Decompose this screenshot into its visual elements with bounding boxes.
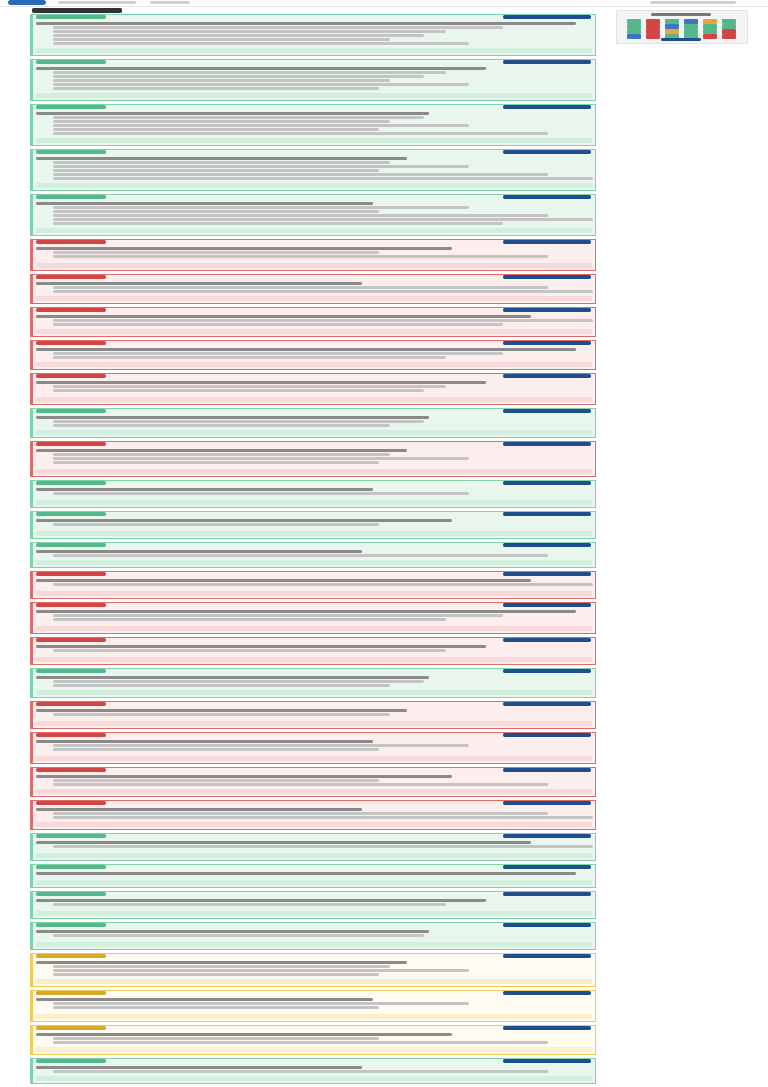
question-status-badge [503, 275, 591, 279]
question-number [36, 733, 106, 737]
question-number [36, 669, 106, 673]
question-card [30, 701, 596, 729]
question-number [36, 60, 106, 64]
answer-option-line [53, 1041, 548, 1044]
answer-option-line [53, 680, 424, 683]
answer-option-line [53, 748, 379, 751]
question-status-badge [503, 481, 591, 485]
question-number [36, 954, 106, 958]
page-title-text [32, 8, 122, 13]
question-status-badge [503, 834, 591, 838]
question-status-badge [503, 543, 591, 547]
answer-option-line [53, 120, 390, 123]
question-number [36, 991, 106, 995]
question-status-badge [503, 105, 591, 109]
question-number [36, 892, 106, 896]
site-logo[interactable] [8, 0, 46, 5]
feedback-area [36, 263, 592, 268]
answer-option-line [53, 286, 548, 289]
answer-option-line [53, 457, 469, 460]
answer-option-line [53, 161, 390, 164]
question-text-line [36, 872, 576, 875]
answer-option-line [53, 934, 424, 937]
breadcrumb-link[interactable] [150, 1, 190, 4]
answer-option-line [53, 903, 446, 906]
question-text-line [36, 22, 576, 25]
question-card [30, 480, 596, 508]
question-status-badge [503, 954, 591, 958]
question-card [30, 274, 596, 304]
question-status-badge [503, 442, 591, 446]
feedback-area [36, 138, 592, 143]
answer-option-line [53, 389, 424, 392]
question-card [30, 59, 596, 101]
feedback-area [36, 430, 592, 435]
feedback-area [36, 911, 592, 916]
answer-option-line [53, 75, 424, 78]
question-text-line [36, 961, 407, 964]
feedback-area [36, 1076, 592, 1081]
question-card [30, 571, 596, 599]
question-card [30, 864, 596, 888]
answer-option-line [53, 713, 390, 716]
question-text-line [36, 112, 429, 115]
feedback-area [36, 531, 592, 536]
page-title [32, 6, 122, 14]
breadcrumb[interactable] [58, 1, 136, 4]
answer-option-line [53, 973, 379, 976]
question-number [36, 768, 106, 772]
answer-option-line [53, 1070, 548, 1073]
question-card [30, 953, 596, 987]
answer-option-line [53, 177, 593, 180]
question-status-badge [503, 409, 591, 413]
question-status-badge [503, 308, 591, 312]
question-list [30, 14, 596, 1087]
answer-option-line [53, 1002, 469, 1005]
answer-option-line [53, 323, 503, 326]
answer-option-line [53, 255, 548, 258]
quiz-navigation-panel [616, 10, 748, 44]
user-menu[interactable] [650, 1, 736, 4]
question-number [36, 1026, 106, 1030]
question-card [30, 1058, 596, 1084]
question-nav-button[interactable] [703, 34, 717, 39]
feedback-area [36, 657, 592, 662]
feedback-area [36, 183, 592, 188]
answer-option-line [53, 128, 379, 131]
answer-option-line [53, 969, 469, 972]
answer-option-line [53, 424, 390, 427]
question-text-line [36, 282, 362, 285]
question-number [36, 923, 106, 927]
question-number [36, 603, 106, 607]
feedback-area [36, 500, 592, 505]
question-number [36, 702, 106, 706]
question-number [36, 240, 106, 244]
question-card [30, 511, 596, 539]
question-number [36, 834, 106, 838]
question-text-line [36, 645, 486, 648]
question-number [36, 341, 106, 345]
question-card [30, 833, 596, 861]
answer-option-line [53, 684, 390, 687]
question-text-line [36, 202, 373, 205]
feedback-area [36, 853, 592, 858]
question-card [30, 149, 596, 191]
answer-option-line [53, 1037, 379, 1040]
question-card [30, 800, 596, 830]
question-text-line [36, 348, 576, 351]
question-status-badge [503, 1026, 591, 1030]
feedback-area [36, 626, 592, 631]
question-card [30, 732, 596, 764]
feedback-area [36, 296, 592, 301]
question-text-line [36, 157, 407, 160]
feedback-area [36, 721, 592, 726]
question-card [30, 922, 596, 950]
question-card [30, 637, 596, 665]
answer-option-line [53, 1006, 379, 1009]
answer-option-line [53, 812, 548, 815]
question-text-line [36, 247, 452, 250]
question-status-badge [503, 892, 591, 896]
question-text-line [36, 1066, 362, 1069]
answer-option-line [53, 87, 379, 90]
feedback-area [36, 880, 592, 885]
answer-option-line [53, 206, 469, 209]
question-status-badge [503, 702, 591, 706]
question-status-badge [503, 865, 591, 869]
question-status-badge [503, 733, 591, 737]
question-status-badge [503, 341, 591, 345]
feedback-area [36, 1047, 592, 1052]
answer-option-line [53, 124, 469, 127]
question-text-line [36, 550, 362, 553]
feedback-area [36, 48, 592, 53]
feedback-area [36, 591, 592, 596]
question-status-badge [503, 801, 591, 805]
answer-option-line [53, 492, 469, 495]
question-card [30, 891, 596, 919]
feedback-area [36, 469, 592, 474]
question-number [36, 481, 106, 485]
question-text-line [36, 1033, 452, 1036]
question-status-badge [503, 60, 591, 64]
answer-option-line [53, 30, 446, 33]
question-number [36, 638, 106, 642]
answer-option-line [53, 218, 593, 221]
question-text-line [36, 775, 452, 778]
answer-option-line [53, 222, 503, 225]
answer-option-line [53, 173, 548, 176]
question-status-badge [503, 1059, 591, 1063]
question-card [30, 1025, 596, 1055]
question-status-badge [503, 240, 591, 244]
answer-option-line [53, 385, 446, 388]
question-number [36, 275, 106, 279]
answer-option-line [53, 214, 548, 217]
question-number [36, 865, 106, 869]
answer-option-line [53, 554, 548, 557]
answer-option-line [53, 453, 390, 456]
question-card [30, 340, 596, 370]
question-text-line [36, 381, 486, 384]
question-text-line [36, 899, 486, 902]
answer-option-line [53, 618, 446, 621]
question-card [30, 767, 596, 797]
answer-option-line [53, 845, 593, 848]
question-status-badge [503, 923, 591, 927]
feedback-area [36, 560, 592, 565]
question-text-line [36, 930, 429, 933]
question-text-line [36, 579, 531, 582]
feedback-area [36, 228, 592, 233]
feedback-area [36, 789, 592, 794]
question-nav-button[interactable] [722, 34, 736, 39]
question-card [30, 104, 596, 146]
question-number [36, 572, 106, 576]
question-number [36, 15, 106, 19]
answer-option-line [53, 165, 469, 168]
finish-review-link[interactable] [661, 38, 701, 41]
question-text-line [36, 519, 452, 522]
question-number [36, 1059, 106, 1063]
feedback-area [36, 942, 592, 947]
question-card [30, 373, 596, 405]
question-status-badge [503, 638, 591, 642]
question-nav-button[interactable] [627, 34, 641, 39]
question-status-badge [503, 572, 591, 576]
answer-option-line [53, 614, 503, 617]
feedback-area [36, 690, 592, 695]
answer-option-line [53, 71, 446, 74]
question-card [30, 239, 596, 271]
question-text-line [36, 998, 373, 1001]
answer-option-line [53, 210, 379, 213]
question-card [30, 668, 596, 698]
feedback-area [36, 362, 592, 367]
answer-option-line [53, 42, 469, 45]
feedback-area [36, 397, 592, 402]
question-status-badge [503, 603, 591, 607]
answer-option-line [53, 523, 379, 526]
answer-option-line [53, 783, 548, 786]
question-number [36, 195, 106, 199]
answer-option-line [53, 132, 548, 135]
feedback-area [36, 93, 592, 98]
question-text-line [36, 740, 373, 743]
question-number [36, 409, 106, 413]
question-text-line [36, 841, 531, 844]
question-card [30, 441, 596, 477]
question-text-line [36, 67, 486, 70]
answer-option-line [53, 38, 390, 41]
question-text-line [36, 315, 531, 318]
question-status-badge [503, 150, 591, 154]
answer-option-line [53, 965, 390, 968]
question-card [30, 194, 596, 236]
answer-option-line [53, 116, 424, 119]
answer-option-line [53, 649, 446, 652]
question-card [30, 408, 596, 438]
question-status-badge [503, 15, 591, 19]
question-status-badge [503, 374, 591, 378]
question-text-line [36, 610, 576, 613]
question-card [30, 542, 596, 568]
answer-option-line [53, 816, 593, 819]
question-status-badge [503, 991, 591, 995]
question-card [30, 602, 596, 634]
feedback-area [36, 756, 592, 761]
answer-option-line [53, 26, 503, 29]
answer-option-line [53, 779, 379, 782]
question-text-line [36, 449, 407, 452]
feedback-area [36, 979, 592, 984]
question-status-badge [503, 512, 591, 516]
question-card [30, 990, 596, 1022]
answer-option-line [53, 34, 424, 37]
answer-option-line [53, 356, 446, 359]
question-status-badge [503, 669, 591, 673]
question-card [30, 307, 596, 337]
feedback-area [36, 1014, 592, 1019]
question-number [36, 150, 106, 154]
question-number [36, 374, 106, 378]
answer-option-line [53, 420, 424, 423]
question-number [36, 105, 106, 109]
answer-option-line [53, 744, 469, 747]
answer-option-line [53, 583, 593, 586]
question-number [36, 512, 106, 516]
question-number [36, 442, 106, 446]
answer-option-line [53, 290, 593, 293]
question-text-line [36, 676, 429, 679]
answer-option-line [53, 83, 469, 86]
answer-option-line [53, 169, 379, 172]
question-text-line [36, 488, 373, 491]
answer-option-line [53, 461, 379, 464]
answer-option-line [53, 352, 503, 355]
question-text-line [36, 808, 362, 811]
quiz-navigation-title [651, 13, 711, 16]
answer-option-line [53, 251, 379, 254]
question-status-badge [503, 195, 591, 199]
question-number [36, 308, 106, 312]
question-nav-button[interactable] [646, 34, 660, 39]
answer-option-line [53, 319, 593, 322]
feedback-area [36, 822, 592, 827]
feedback-area [36, 329, 592, 334]
question-text-line [36, 416, 429, 419]
question-status-badge [503, 768, 591, 772]
question-number [36, 543, 106, 547]
question-card [30, 14, 596, 56]
question-text-line [36, 709, 407, 712]
answer-option-line [53, 79, 390, 82]
question-number [36, 801, 106, 805]
